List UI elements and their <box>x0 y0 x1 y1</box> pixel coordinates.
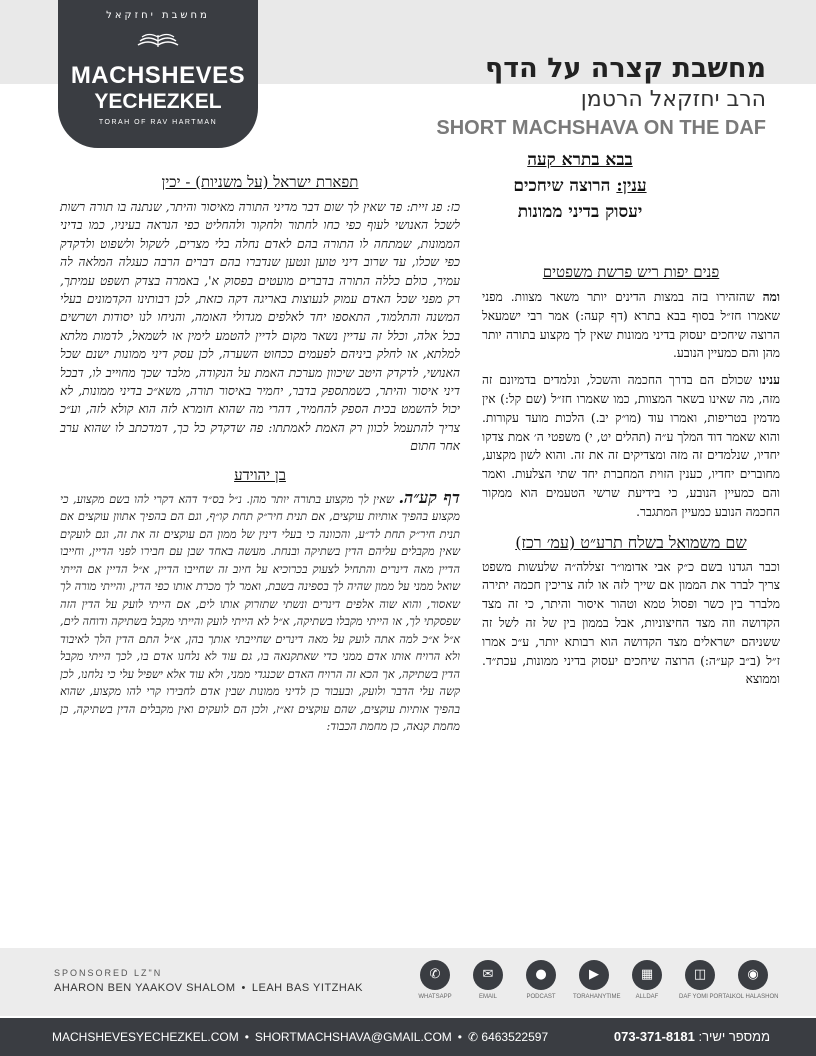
alldaf-icon: ▦ <box>632 960 662 990</box>
shem-mishmuel-title: שם משמואל בשלח תרע״ט (עמ׳ רכז) <box>515 532 747 552</box>
author-hebrew: הרב יחזקאל הרטמן <box>580 87 766 112</box>
contact-left: MACHSHEVESYECHEZKEL.COM • SHORTMACHSHAVA@GMAIL.COM • ✆ 6463522597 <box>52 1030 549 1044</box>
sponsor-1: AHARON BEN YAAKOV SHALOM <box>54 982 236 994</box>
microphone-icon: ● <box>526 960 556 990</box>
whatsapp-link[interactable] <box>414 960 456 1016</box>
torahanytime-icon: ▶ <box>579 960 609 990</box>
topic-line1 <box>430 173 730 199</box>
email-label: EMAIL <box>478 994 497 1000</box>
podcast-link[interactable] <box>520 960 562 1016</box>
kolhalashon-label: KOL HALASHON <box>732 994 779 1000</box>
contact-bar <box>0 1018 816 1056</box>
p2-text: שכולם הם בדרך החכמה והשכל, ונלמדים בדמיונם זה מזה, מה שאינו בשאר המצוות, כמו שאמרו חז״ל (שם קל:) אין מדמין בטריפות, ואמרו עוד (מו״ק יב.) הלכות מועד עקורות. והוא שאמר דוד המלך ע״ה (תהלים יט, י) משפטי ה׳ אמת צדקו יחדיו, שנלמדים זה מזה ומצדיקים זה את זה. והוא לשון מקצוע, מחוברים יחדיו, כענין הזוית המחברת יחד שתי הצלעות. ואמר והם כמעיין הנובע, כי בידיעת שרשי הטעמים הוא ממקור החכמה הנובע כמעיין המתגבר. <box>482 373 780 519</box>
logo-line1: MACHSHEVES <box>70 62 246 89</box>
penei-yafos-p2 <box>482 371 780 521</box>
phone-number[interactable]: 6463522597 <box>481 1030 549 1044</box>
link-icons <box>414 960 779 1016</box>
torahanytime-label: TORAHANYTIME <box>573 994 621 1000</box>
topic-line2: יעסוק בדיני ממונות <box>517 202 643 222</box>
p1-text: שהזהירו בזה במצות הדינים יותר משאר מצוות. מפני שאמרו חז״ל בסוף בבא בתרא (דף קעה:) אמר רבי ישמעאל הרוצה שיחכים יעסוק בדיני ממונות שאין לך מקצוע בתורה יותר מהן והם כמעיין הנובע. <box>482 290 780 361</box>
sponsor-band <box>0 948 816 1016</box>
shem-mishmuel-section <box>482 532 780 690</box>
p1-lead-word: ומה <box>762 290 780 304</box>
dafyomi-portal-label: DAF YOMI PORTAL <box>679 994 734 1000</box>
header-titles <box>346 52 766 142</box>
tiferes-title: תפארת ישראל (על משניות) - יכין <box>161 173 359 191</box>
daf-reference: בבא בתרא קעה <box>527 150 633 170</box>
page-header <box>0 0 816 150</box>
left-column <box>60 172 460 736</box>
page-footer <box>0 948 816 1056</box>
sponsor-2: LEAH BAS YITZHAK <box>251 982 363 994</box>
ben-yehoyada-title: בן יהוידע <box>234 465 286 484</box>
sponsor-names: AHARON BEN YAAKOV SHALOM • LEAH BAS YITZHAK <box>54 982 363 994</box>
kolhalashon-link[interactable] <box>732 960 779 1016</box>
alldaf-label: ALLDAF <box>635 994 659 1000</box>
title-hebrew: מחשבת קצרה על הדף <box>485 53 766 84</box>
ben-yehoyada-body <box>60 489 460 736</box>
logo-line2: YECHEZKEL <box>94 90 222 113</box>
email-icon: ✉ <box>473 960 503 990</box>
penei-yafos-title: פנים יפות ריש פרשת משפטים <box>542 263 720 281</box>
logo-tagline: TORAH OF RAV HARTMAN <box>98 119 218 126</box>
subject-block <box>430 147 730 225</box>
alldaf-link[interactable] <box>626 960 668 1016</box>
open-book-icon <box>136 27 180 51</box>
tiferes-body: כז: פג זיית: פד שאין לך שום דבר מדיני התורה מאיסור והיתר, שנתנה בו תורה רשות לשכל האנושי לעוף כפי כחו לחתור ולחקור ולהחליט כפי הנראה בעיניו, כמו בדיני הממונות, שמתחה לו התורה בהם לאדם נחלה בלי מצרים, לשקול ולשפוט ולדקדק כפי שכלו, עד שרוב דיני טוען ונטען שנדברו בהם דברים הרבה כעגלה המלאה לה עמיר, כולם כללה התורה בדברים מועטים בפסוק א', באמרה בצדק תשפט עמיתך, רק מפני שכל האדם עמוק לנעוצות באריגה דקה כזאת, לכן רבותינו הקדמונים בעלי המשנה והתלמוד, התאספו יחד לאלפים מגדולי האומה, והניחו לנו יסודות ושרשים בכל אלה, וכלל זה עדיין נשאר מקום לדיין להטמע לימין או לשמאל, לדמות מלתא למלתא, או לחלק ביניהם לפעמים ככחוט השערה, לכן עסק דיני ממונות ישנם שכל האנושי, לדקדק היטב שיכוון מערכת האמת על הנקודה, מלבד שכך מחוייב לו, דבכל דיני איסור והיתר, כשמתספק בדבר, יחמיר באיסור תורה, משא״כ בדיני ממונות, לא יכול להשמט בכית הספק להחמיר, דהרי מה שהוא חומרא לזה הוא קולא לזה, וע״כ צריך להתעמל לכוון רק האמת לאמתתו: פה שדקדק כל כך, דמדכתב לו שהוא ערב אחר חתום <box>60 200 460 454</box>
israel-number[interactable]: 073-371-8181 <box>613 1029 695 1044</box>
whatsapp-icon: ✆ <box>420 960 450 990</box>
israel-label: ממספר ישיר: <box>698 1029 770 1044</box>
ben-yehoyada-heading: דף קע״ה. <box>398 487 460 507</box>
title-english: SHORT MACHSHAVA ON THE DAF <box>436 117 766 139</box>
email-address-link[interactable]: SHORTMACHSHAVA@GMAIL.COM <box>254 1030 452 1044</box>
podcast-label: PODCAST <box>526 994 556 1000</box>
torahanytime-link[interactable] <box>573 960 621 1016</box>
kolhalashon-icon: ◉ <box>738 960 768 990</box>
topic-label: ענין: <box>616 176 647 196</box>
penei-yafos-p1 <box>482 288 780 363</box>
ben-yehoyada-text: שאין לך מקצוע בתורה יותר מהן. נ״ל בס״ד דהא דקרי להו בשם מקצוע, כי מקצוע בהפיך אותיות עוקצים, אם תנית חיר״ק תחת קו״ף, וגם הם בהפיך אתוון עוקצים אם תנית חיר״ק תחת לד״ע, והכוונה כי בעלי דינין של ממון הם עוקצים זה את זה, וגם לועקים שאין מקבלים עליהם הדין בשתיקה ובנחת. מעשה באחד שבן עם חבירו לפני הדיין, וחייבו הדיין מאה דינרים והתחיל לצעוק בכרוכיא על חיוב זה שחייבו הדיין, א״ל הדיין אם הייתי שואל ממני על ממון שהיה לך בספינה בשבת, ואמר לך מכרת אותו כפי הדין, והייתי מורה לך שאסור, והוא שוה אלפים דינרים ונשתי שתזרוק אותו לים, אם הייתי לועק על הדין הזה שפסקתי לך, או הייתי מקבלו בשתיקה, א״ל לא הייתי לועק והייתי מקבל בשתיקה ודוחה לים, א״ל א״כ למה אתה לועק על מאה דינרים שחייבתי אותך בהן, א״ל התם הדין הלך לאיבוד ולא הרויח אותו אדם ממני כדי שאתקנאה בו, גם עוד לא נלחנו אדם בו, לכך הייתי מקבל הדין בשתיקה, אך הכא זה הרויח האדם שכנגדי ממני, ולא עוד אלא ישפיל עלי כי נלחנו, לכן קשה עלי הדבר ולועק, ובעבור כן לדיני ממונות שבין אדם לחבירו קרי להו מקצוע, שהוא בהפיך אותיות עוקצים, שהם עוקצים זא״ז, ולכן הם לועקים ואין מקבלים הדין בשתיקה, כן מחמת קנאה, כן מחמת הכבוד: <box>60 492 460 734</box>
sponsored-label: SPONSORED LZ"N <box>54 968 163 978</box>
right-column <box>482 262 780 697</box>
logo <box>58 0 258 148</box>
contact-right <box>614 1029 770 1044</box>
dafyomi-portal-icon: ◫ <box>685 960 715 990</box>
dafyomi-portal-link[interactable] <box>679 960 734 1016</box>
topic-text1: הרוצה שיחכים <box>513 176 611 196</box>
logo-hebrew: מחשבת יחזקאל <box>106 10 210 21</box>
email-link[interactable] <box>467 960 509 1016</box>
website-link[interactable]: MACHSHEVESYECHEZKEL.COM <box>52 1030 239 1044</box>
whatsapp-label: WHATSAPP <box>418 994 452 1000</box>
phone-icon: ✆ <box>467 1030 479 1044</box>
shem-mishmuel-body: וכבר הגדנו בשם כ״ק אבי אדומו״ר זצללה״ה שלעשות משפט צריך לברר את הממון אם שייך לזה או לזה צריכין חכמה יתירה מלברר בין כשר ופסול טמא וטהור איסור והיתר, כי זה מצד הקדושה וזה מצד החיצוניות, אבל בממון בין של זה לשל זה ששניהם ישראלים מצד הקדושה הוא רבותא יותר, ע״כ אמרו ז״ל (ב״ב קע״ה:) הרוצה שיחכים יעסוק בדיני ממונות, עכת״ד. וממוצא <box>482 559 780 687</box>
p2-lead-word: ענינו <box>758 373 781 388</box>
